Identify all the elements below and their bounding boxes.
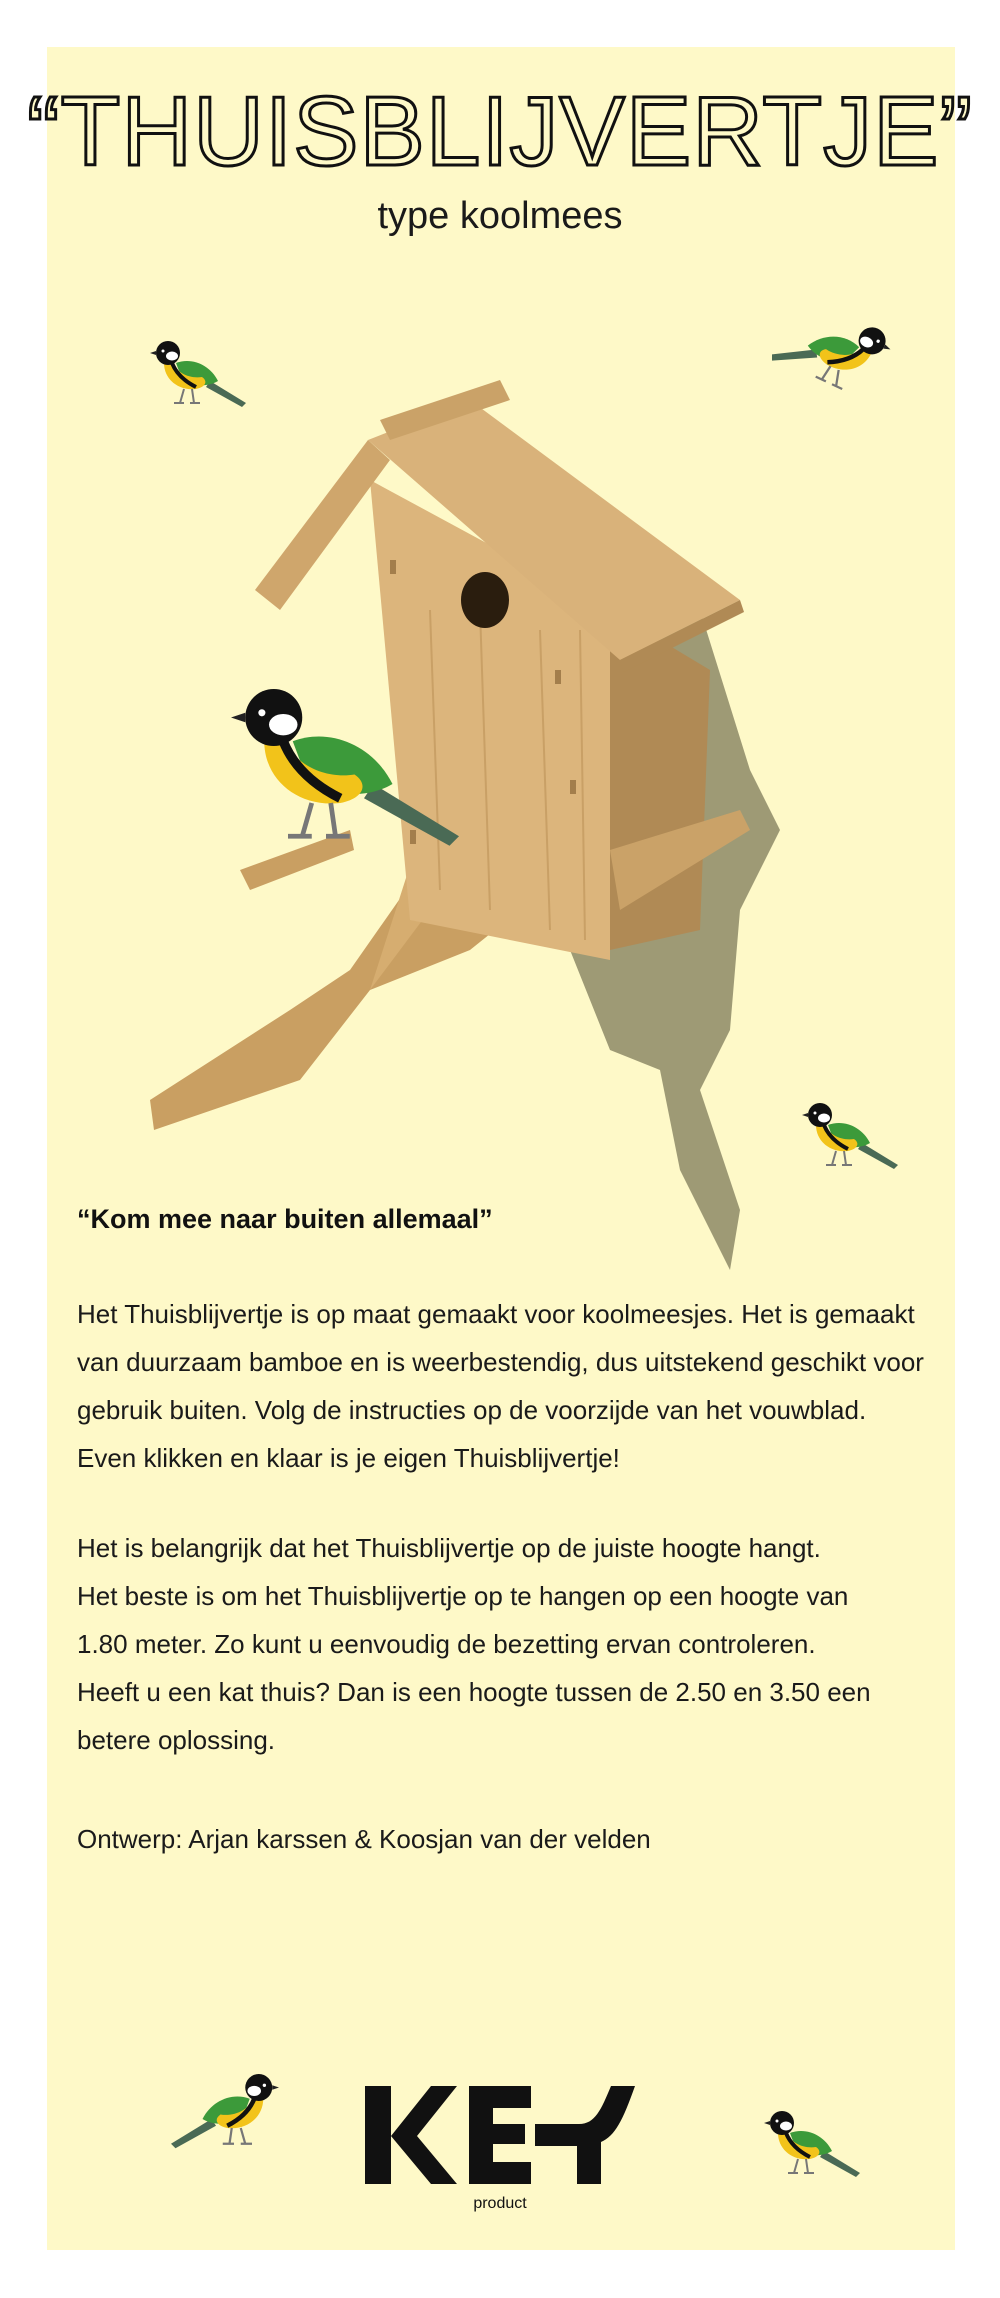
page-subtitle: type koolmees bbox=[377, 195, 623, 237]
paragraph-2-line: Het is belangrijk dat het Thuisblijvertje op de juiste hoogte hangt. bbox=[77, 1533, 821, 1563]
key-product-logo bbox=[365, 2080, 635, 2190]
paragraph-2-line: Het beste is om het Thuisblijvertje op te hangen op een hoogte van bbox=[77, 1581, 849, 1611]
paragraph-1 bbox=[77, 1290, 937, 1482]
page-title: “THUISBLIJVERTJE” bbox=[26, 76, 974, 186]
paragraph-2 bbox=[77, 1524, 937, 1764]
bird-on-branch-icon bbox=[225, 670, 465, 860]
paragraph-1-line: van duurzaam bamboe en is weerbestendig, dus uitstekend geschikt voor bbox=[77, 1347, 924, 1377]
paragraph-1-line: Het Thuisblijvertje is op maat gemaakt voor koolmeesjes. Het is gemaakt bbox=[77, 1299, 915, 1329]
credits bbox=[77, 1815, 937, 1863]
paragraph-1-line: Even klikken en klaar is je eigen Thuisblijvertje! bbox=[77, 1443, 620, 1473]
credits-line: Ontwerp: Arjan karssen & Koosjan van der velden bbox=[77, 1824, 651, 1854]
logo-tagline: product bbox=[473, 2195, 527, 2212]
intro-quote: “Kom mee naar buiten allemaal” bbox=[77, 1204, 493, 1234]
bird-icon-bottom-right bbox=[762, 2098, 862, 2188]
paragraph-1-line: gebruik buiten. Volg de instructies op de voorzijde van het vouwblad. bbox=[77, 1395, 867, 1425]
paragraph-2-line: Heeft u een kat thuis? Dan is een hoogte tussen de 2.50 en 3.50 een bbox=[77, 1677, 871, 1707]
bird-icon-bottom-left bbox=[160, 2065, 290, 2155]
paragraph-2-line: betere oplossing. bbox=[77, 1725, 276, 1755]
paragraph-2-line: 1.80 meter. Zo kunt u eenvoudig de bezetting ervan controleren. bbox=[77, 1629, 816, 1659]
